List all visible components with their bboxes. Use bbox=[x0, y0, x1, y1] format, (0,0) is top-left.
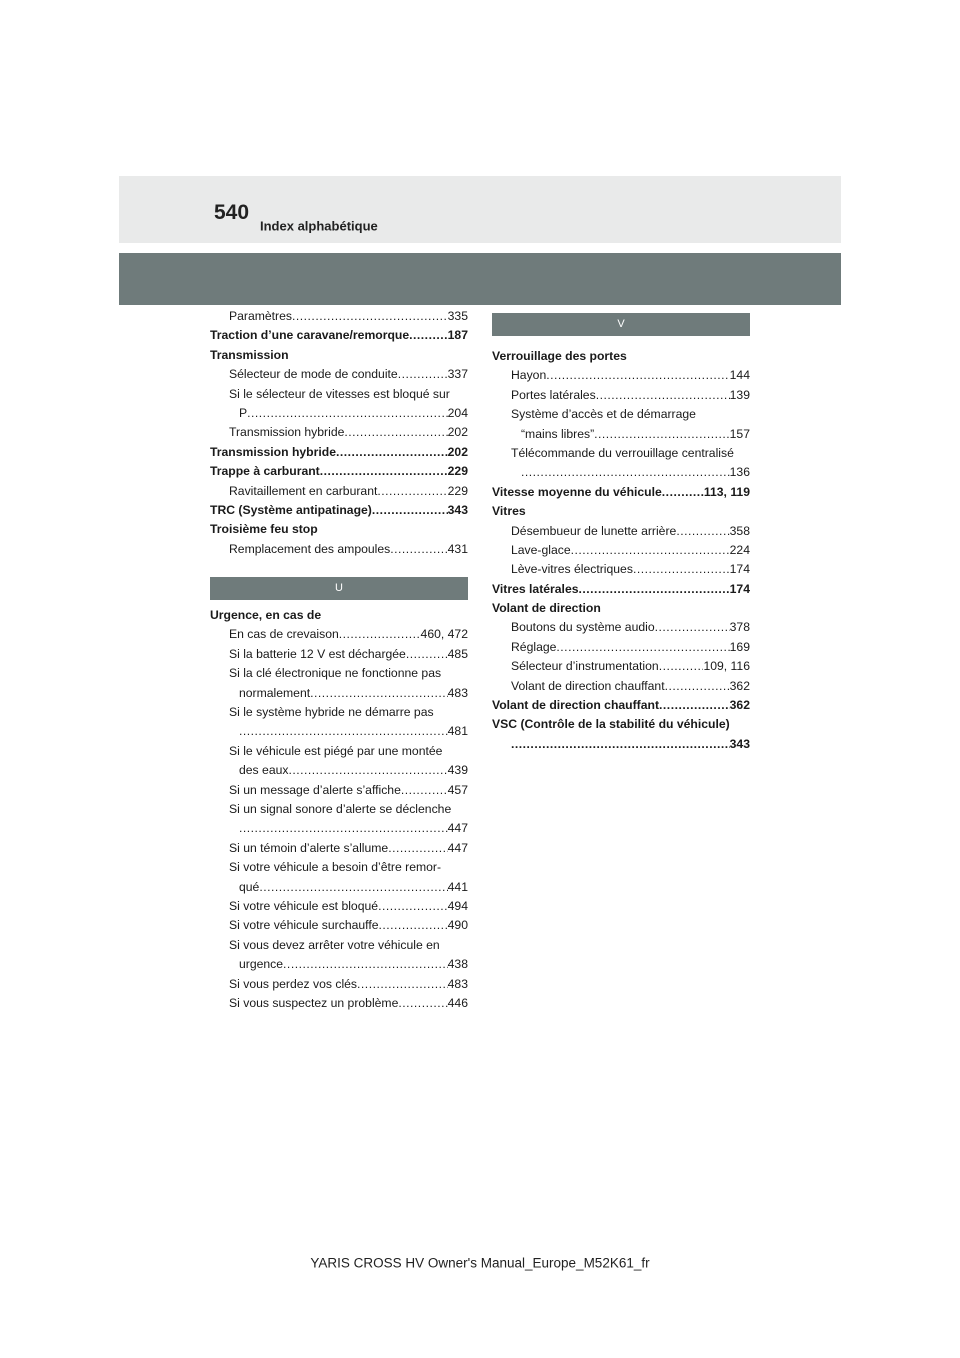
index-entry bbox=[210, 501, 468, 520]
index-entry bbox=[210, 722, 468, 741]
dot-leader bbox=[357, 975, 448, 994]
index-column-left bbox=[210, 307, 468, 1013]
section-header-u: U bbox=[210, 577, 468, 600]
entry-page-ref: 139 bbox=[729, 387, 750, 402]
entry-label: Transmission hybride bbox=[229, 425, 345, 440]
index-entry bbox=[210, 916, 468, 935]
dot-leader bbox=[398, 365, 448, 384]
index-entry bbox=[210, 936, 468, 955]
index-entry bbox=[492, 522, 750, 541]
section-header-v: V bbox=[492, 313, 750, 336]
index-entry bbox=[210, 423, 468, 442]
index-entry bbox=[210, 606, 468, 625]
dot-leader bbox=[406, 645, 448, 664]
entry-label: Boutons du système audio bbox=[511, 620, 655, 635]
entry-page-ref: 174 bbox=[729, 581, 750, 596]
index-entry bbox=[210, 520, 468, 539]
index-entry bbox=[210, 955, 468, 974]
entry-page-ref: 202 bbox=[447, 444, 468, 459]
entry-label: Si un message d’alerte s’affiche bbox=[229, 782, 401, 797]
dot-leader bbox=[239, 819, 448, 838]
index-entry bbox=[492, 444, 750, 463]
index-entry bbox=[492, 347, 750, 366]
index-entry bbox=[210, 326, 468, 345]
index-entry bbox=[210, 742, 468, 761]
entry-page-ref: 136 bbox=[729, 465, 750, 480]
dot-leader bbox=[401, 781, 448, 800]
index-entry bbox=[492, 599, 750, 618]
index-entry bbox=[492, 580, 750, 599]
entry-page-ref: 202 bbox=[447, 425, 468, 440]
dot-leader bbox=[546, 366, 729, 385]
entry-label: Si vous perdez vos clés bbox=[229, 976, 358, 991]
entry-label: Vitres bbox=[492, 504, 526, 519]
entry-label: Transmission bbox=[210, 347, 289, 362]
entry-label: Trappe à carburant bbox=[210, 464, 320, 479]
entry-list bbox=[492, 347, 750, 754]
entry-label: Si la clé électronique ne fonctionne pas bbox=[229, 666, 442, 681]
entry-page-ref: 113, 119 bbox=[703, 484, 750, 499]
entry-label: Réglage bbox=[511, 639, 557, 654]
dot-leader bbox=[633, 560, 730, 579]
entry-label: En cas de crevaison bbox=[229, 627, 339, 642]
index-entry bbox=[210, 346, 468, 365]
entry-label: P bbox=[239, 405, 248, 420]
index-entry bbox=[492, 463, 750, 482]
entry-label: Sélecteur d’instrumentation bbox=[511, 659, 659, 674]
entry-label: Si le véhicule est piégé par une montée bbox=[229, 743, 443, 758]
dot-leader bbox=[521, 463, 730, 482]
entry-label: Si un témoin d’alerte s’allume bbox=[229, 840, 389, 855]
index-entry bbox=[492, 502, 750, 521]
index-entry bbox=[210, 800, 468, 819]
entry-page-ref: 481 bbox=[447, 724, 468, 739]
entry-label: Transmission hybride bbox=[210, 444, 336, 459]
entry-label: Sélecteur de mode de conduite bbox=[229, 367, 398, 382]
dot-leader bbox=[388, 839, 447, 858]
dot-leader bbox=[390, 540, 447, 559]
dot-leader bbox=[655, 618, 730, 637]
index-entry bbox=[210, 443, 468, 462]
entry-page-ref: 343 bbox=[447, 502, 468, 517]
dot-leader bbox=[659, 657, 704, 676]
entry-page-ref: 229 bbox=[447, 464, 468, 479]
dot-leader bbox=[571, 541, 730, 560]
entry-page-ref: 490 bbox=[447, 918, 468, 933]
index-entry bbox=[210, 781, 468, 800]
dot-leader bbox=[556, 638, 729, 657]
dot-leader bbox=[579, 580, 730, 599]
entry-label: Verrouillage des portes bbox=[492, 349, 627, 363]
index-entry bbox=[492, 386, 750, 405]
entry-label: Volant de direction bbox=[492, 601, 601, 616]
entry-page-ref: 169 bbox=[729, 639, 750, 654]
dot-leader bbox=[377, 482, 447, 501]
entry-page-ref: 494 bbox=[447, 898, 468, 913]
entry-label: Ravitaillement en carburant bbox=[229, 483, 378, 498]
index-entry bbox=[492, 425, 750, 444]
index-entry bbox=[210, 540, 468, 559]
dot-leader bbox=[292, 307, 448, 326]
entry-label: Remplacement des ampoules bbox=[229, 541, 391, 556]
index-entry bbox=[210, 307, 468, 326]
dot-leader bbox=[659, 696, 730, 715]
index-entry bbox=[492, 541, 750, 560]
entry-label: Si vous suspectez un problème bbox=[229, 995, 399, 1010]
entry-page-ref: 483 bbox=[447, 976, 468, 991]
entry-label: Volant de direction chauffant bbox=[511, 678, 665, 693]
entry-page-ref: 187 bbox=[447, 328, 468, 343]
index-entry bbox=[492, 638, 750, 657]
entry-page-ref: 337 bbox=[447, 367, 468, 382]
dot-leader bbox=[344, 423, 447, 442]
entry-label: Vitres latérales bbox=[492, 581, 579, 596]
index-entry bbox=[492, 405, 750, 424]
entry-label: TRC (Système antipatinage) bbox=[210, 502, 372, 517]
index-entry bbox=[210, 975, 468, 994]
index-entry bbox=[210, 703, 468, 722]
index-entry bbox=[210, 858, 468, 877]
entry-page-ref: 483 bbox=[447, 685, 468, 700]
index-entry bbox=[492, 366, 750, 385]
index-entry bbox=[210, 404, 468, 423]
dot-leader bbox=[372, 501, 448, 520]
entry-label: Si un signal sonore d’alerte se déclenche bbox=[229, 801, 452, 816]
entry-label: normalement bbox=[239, 685, 311, 700]
index-entry bbox=[492, 735, 750, 754]
entry-page-ref: 204 bbox=[447, 405, 468, 420]
dot-leader bbox=[239, 722, 448, 741]
dot-leader bbox=[339, 625, 421, 644]
entry-page-ref: 358 bbox=[729, 523, 750, 538]
entry-page-ref: 460, 472 bbox=[420, 627, 468, 642]
index-entry bbox=[492, 696, 750, 715]
index-entry bbox=[210, 761, 468, 780]
dot-leader bbox=[379, 916, 448, 935]
entry-page-ref: 439 bbox=[447, 763, 468, 778]
entry-label: Lève-vitres électriques bbox=[511, 562, 633, 577]
entry-page-ref: 144 bbox=[729, 368, 750, 383]
entry-page-ref: 335 bbox=[447, 309, 468, 323]
index-column-right bbox=[492, 307, 750, 754]
dot-leader bbox=[676, 522, 729, 541]
index-entry bbox=[210, 994, 468, 1013]
entry-page-ref: 446 bbox=[447, 995, 468, 1010]
entry-label: Si le système hybride ne démarre pas bbox=[229, 705, 434, 720]
entry-page-ref: 431 bbox=[447, 541, 468, 556]
entry-label: VSC (Contrôle de la stabilité du véhicule) bbox=[492, 717, 730, 732]
entry-label: qué bbox=[239, 879, 260, 894]
entry-page-ref: 109, 116 bbox=[703, 659, 750, 674]
entry-page-ref: 457 bbox=[447, 782, 468, 797]
index-entry bbox=[492, 677, 750, 696]
dot-leader bbox=[398, 994, 447, 1013]
page-number: 540 bbox=[214, 201, 250, 224]
dot-leader bbox=[596, 386, 730, 405]
index-entry bbox=[210, 482, 468, 501]
entry-label: Urgence, en cas de bbox=[210, 608, 322, 623]
index-entry bbox=[210, 645, 468, 664]
entry-label: Si vous devez arrêter votre véhicule en bbox=[229, 937, 440, 952]
dot-leader bbox=[336, 443, 448, 462]
entry-page-ref: 343 bbox=[729, 736, 750, 751]
entry-page-ref: 485 bbox=[447, 646, 468, 661]
entry-label: Si votre véhicule est bloqué bbox=[229, 898, 379, 913]
dot-leader bbox=[320, 462, 448, 481]
entry-label: urgence bbox=[239, 957, 284, 972]
index-entry bbox=[210, 385, 468, 404]
entry-label: Si la batterie 12 V est déchargée bbox=[229, 646, 406, 661]
entry-page-ref: 447 bbox=[447, 840, 468, 855]
dot-leader bbox=[594, 425, 730, 444]
index-entry bbox=[210, 878, 468, 897]
dot-leader bbox=[259, 878, 447, 897]
index-entry bbox=[210, 839, 468, 858]
entry-list bbox=[210, 606, 468, 1013]
index-entry bbox=[492, 483, 750, 502]
section-title: Index alphabétique bbox=[260, 218, 378, 234]
entry-label: Volant de direction chauffant bbox=[492, 698, 660, 713]
index-entry bbox=[210, 625, 468, 644]
title-bar bbox=[119, 253, 841, 305]
entry-page-ref: 224 bbox=[729, 542, 750, 557]
entry-label: Troisième feu stop bbox=[210, 522, 318, 537]
dot-leader bbox=[288, 761, 447, 780]
index-entry bbox=[492, 657, 750, 676]
entry-page-ref: 157 bbox=[729, 426, 750, 441]
entry-label: Système d’accès et de démarrage bbox=[511, 407, 696, 422]
entry-page-ref: 362 bbox=[729, 678, 750, 693]
entry-label: Hayon bbox=[511, 368, 547, 383]
dot-leader bbox=[310, 684, 448, 703]
dot-leader bbox=[665, 677, 730, 696]
entry-label: Lave-glace bbox=[511, 542, 571, 557]
dot-leader bbox=[409, 326, 448, 345]
entry-page-ref: 362 bbox=[729, 698, 750, 713]
entry-page-ref: 174 bbox=[729, 562, 750, 577]
entry-label: “mains libres” bbox=[521, 426, 595, 441]
entry-label: des eaux bbox=[239, 763, 289, 778]
entry-label: Si votre véhicule surchauffe bbox=[229, 918, 379, 933]
dot-leader bbox=[283, 955, 448, 974]
index-entry bbox=[210, 365, 468, 384]
footer-text: YARIS CROSS HV Owner's Manual_Europe_M52K61_fr bbox=[310, 1255, 650, 1271]
entry-page-ref: 438 bbox=[447, 957, 468, 972]
index-entry bbox=[492, 618, 750, 637]
entry-label: Vitesse moyenne du véhicule bbox=[492, 484, 662, 499]
index-entry bbox=[492, 560, 750, 579]
entry-list bbox=[210, 307, 468, 559]
entry-label: Si le sélecteur de vitesses est bloqué sur bbox=[229, 386, 450, 401]
dot-leader bbox=[247, 404, 448, 423]
index-entry bbox=[210, 462, 468, 481]
entry-page-ref: 229 bbox=[447, 483, 468, 498]
dot-leader bbox=[378, 897, 448, 916]
index-entry bbox=[210, 664, 468, 683]
index-entry bbox=[210, 819, 468, 838]
dot-leader bbox=[662, 483, 704, 502]
index-entry bbox=[210, 897, 468, 916]
entry-label: Paramètres bbox=[229, 309, 292, 323]
entry-label: Si votre véhicule a besoin d’être remor- bbox=[229, 860, 442, 875]
index-entry bbox=[492, 715, 750, 734]
entry-page-ref: 447 bbox=[447, 821, 468, 836]
index-entry bbox=[210, 684, 468, 703]
entry-label: Télécommande du verrouillage centralisé bbox=[511, 445, 734, 460]
entry-label: Désembueur de lunette arrière bbox=[511, 523, 677, 538]
entry-label: Traction d’une caravane/remorque bbox=[210, 328, 410, 343]
entry-page-ref: 378 bbox=[729, 620, 750, 635]
entry-page-ref: 441 bbox=[447, 879, 468, 894]
dot-leader bbox=[511, 735, 730, 754]
entry-label: Portes latérales bbox=[511, 387, 596, 402]
